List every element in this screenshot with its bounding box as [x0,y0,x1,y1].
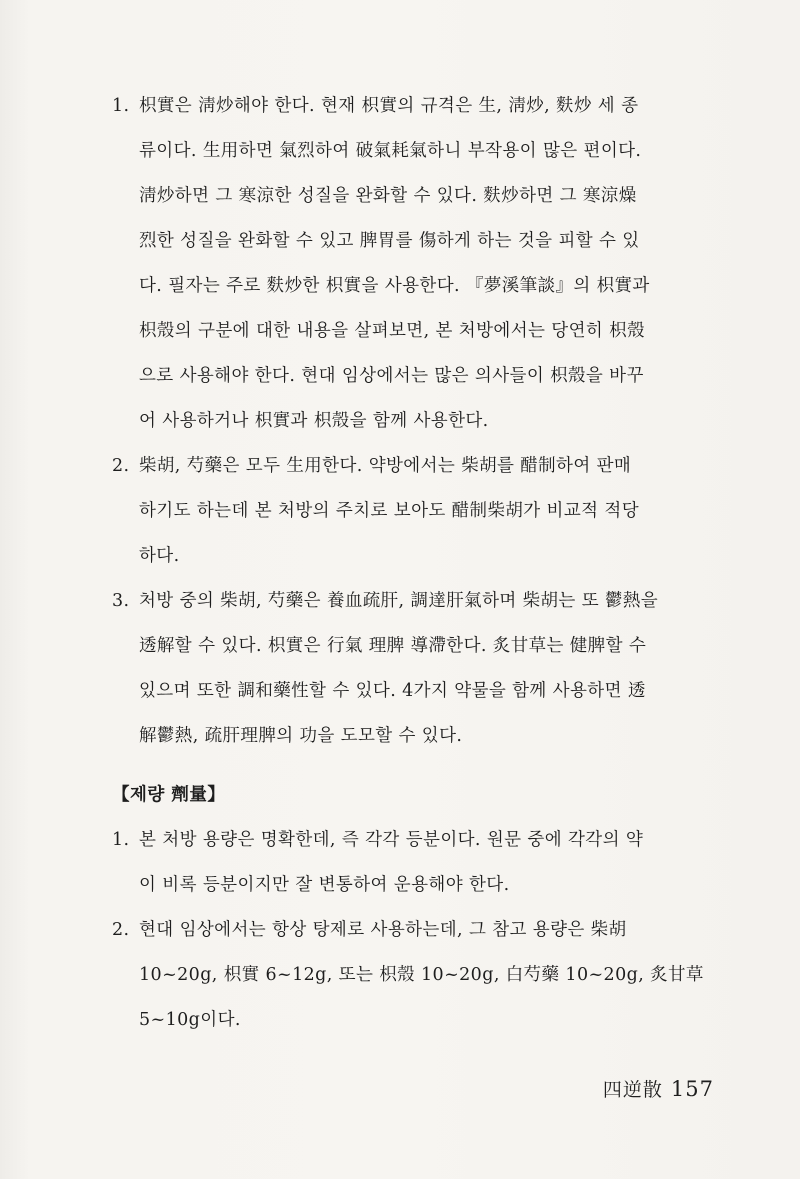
item-number: 1. [112,96,130,116]
text-line: 류이다. 生用하면 氣烈하여 破氣耗氣하니 부작용이 많은 편이다. [139,141,642,161]
page-number: 157 [670,1077,714,1101]
text-line: 5~10g이다. [139,1010,241,1030]
text-line: 透解할 수 있다. 枳實은 行氣 理脾 導滯한다. 炙甘草는 健脾할 수 [139,636,647,656]
text-line: 烈한 성질을 완화할 수 있고 脾胃를 傷하게 하는 것을 피할 수 있 [139,231,640,251]
item-number: 3. [112,591,130,611]
item-number: 2. [112,456,130,476]
item-text [139,908,724,1043]
page-content [112,84,724,1043]
text-line: 枳殼의 구분에 대한 내용을 살펴보면, 본 처방에서는 당연히 枳殼 [139,321,645,341]
text-line: 다. 필자는 주로 麩炒한 枳實을 사용한다. 『夢溪筆談』의 枳實과 [139,276,650,296]
running-title: 四逆散 [602,1079,663,1101]
item-number: 2. [112,920,130,940]
list-item [112,579,724,759]
item-text [139,579,724,759]
list-item [112,908,724,1043]
item-text [139,818,724,908]
item-number: 1. [112,830,130,850]
text-line: 본 처방 용량은 명확한데, 즉 각각 등분이다. 원문 중에 각각의 약 [139,830,644,850]
text-line: 柴胡, 芍藥은 모두 生用한다. 약방에서는 柴胡를 醋制하여 판매 [139,456,632,476]
text-line: 하다. [139,546,180,566]
text-line: 淸炒하면 그 寒涼한 성질을 완화할 수 있다. 麩炒하면 그 寒涼燥 [139,186,637,206]
list-item [112,84,724,444]
text-line: 으로 사용해야 한다. 현대 임상에서는 많은 의사들이 枳殼을 바꾸 [139,366,644,386]
section-heading: 【제량 劑量】 [112,785,226,805]
text-line: 10~20g, 枳實 6~12g, 또는 枳殼 10~20g, 白芍藥 10~20g, 炙甘草 [139,965,704,985]
item-text [139,444,724,579]
text-line: 어 사용하거나 枳實과 枳殼을 함께 사용한다. [139,411,489,431]
text-line: 처방 중의 柴胡, 芍藥은 養血疏肝, 調達肝氣하며 柴胡는 또 鬱熱을 [139,591,659,611]
text-line: 이 비록 등분이지만 잘 변통하여 운용해야 한다. [139,875,510,895]
text-line: 있으며 또한 調和藥性할 수 있다. 4가지 약물을 함께 사용하면 透 [139,681,646,701]
page-footer [603,1075,714,1102]
item-text [139,84,724,444]
text-line: 解鬱熱, 疏肝理脾의 功을 도모할 수 있다. [139,726,463,746]
list-item [112,818,724,908]
text-line: 현대 임상에서는 항상 탕제로 사용하는데, 그 참고 용량은 柴胡 [139,920,627,940]
text-line: 하기도 하는데 본 처방의 주치로 보아도 醋制柴胡가 비교적 적당 [139,501,640,521]
text-line: 枳實은 淸炒해야 한다. 현재 枳實의 규격은 生, 淸炒, 麩炒 세 종 [139,96,639,116]
list-item [112,444,724,579]
